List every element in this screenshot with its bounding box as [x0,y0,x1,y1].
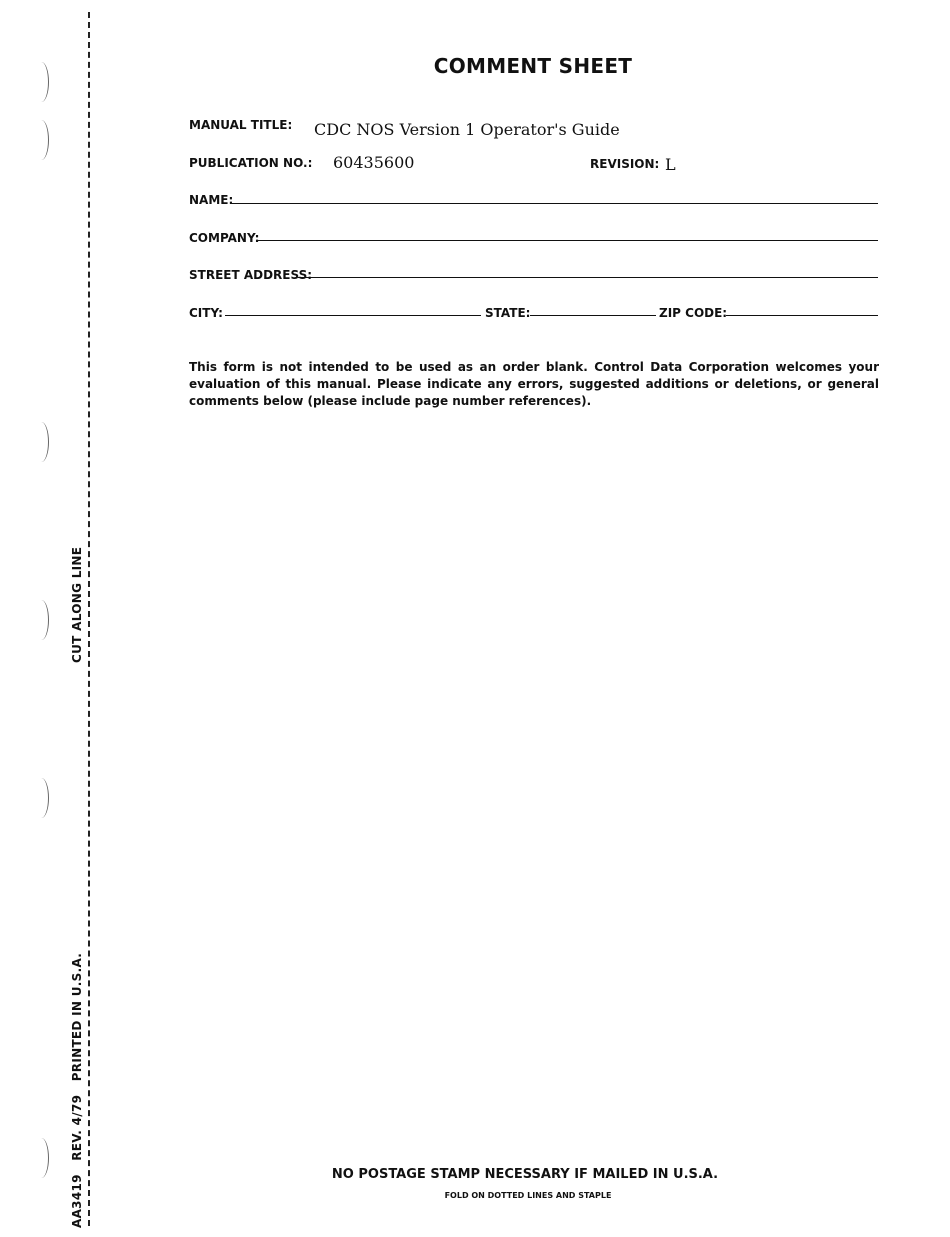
city-field-line[interactable] [225,315,481,316]
cut-along-line-label: CUT ALONG LINE [70,546,84,663]
fold-instructions: FOLD ON DOTTED LINES AND STAPLE [444,1191,612,1200]
revision-label: REVISION: [590,157,660,171]
binding-hole [34,600,49,640]
zip-code-label: ZIP CODE: [659,306,728,320]
street-address-field-line[interactable] [298,277,878,278]
instructions-paragraph: This form is not intended to be used as an order blank. Control Data Corporation welcomes your evaluation of this manual. Please indicate any errors, suggested additions or deletions, or general comments below (please include page number references). [189,360,879,408]
comment-area[interactable] [189,430,879,1150]
name-field-line[interactable] [230,203,878,204]
manual-title-label: MANUAL TITLE: [189,118,293,132]
form-number: AA3419 [70,1174,84,1228]
revision-date: REV. 4/79 [70,1094,84,1161]
binding-hole [34,422,49,462]
state-label: STATE: [485,306,531,320]
binding-hole [34,120,49,160]
publication-number-label: PUBLICATION NO.: [189,156,313,170]
street-address-label: STREET ADDRESS: [189,268,313,282]
revision-value: L [665,155,676,174]
company-field-line[interactable] [258,240,878,241]
company-label: COMPANY: [189,231,260,245]
publication-number-value: 60435600 [333,153,415,172]
city-label: CITY: [189,306,223,320]
binding-hole [34,778,49,818]
zip-code-field-line[interactable] [726,315,878,316]
side-footer [70,953,84,1228]
name-label: NAME: [189,193,234,207]
postage-note: NO POSTAGE STAMP NECESSARY IF MAILED IN U.S.A. [331,1167,719,1182]
cut-line [88,12,90,1226]
manual-title-value: CDC NOS Version 1 Operator's Guide [314,120,620,139]
page-title: COMMENT SHEET [433,54,633,78]
state-field-line[interactable] [530,315,656,316]
printed-in-usa: PRINTED IN U.S.A. [70,952,84,1082]
